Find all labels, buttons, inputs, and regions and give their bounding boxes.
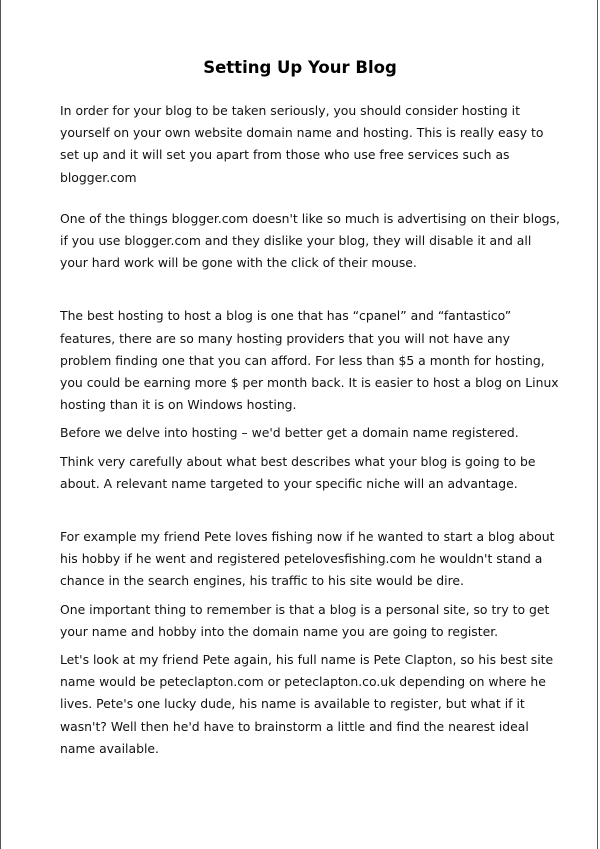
paragraph-self-hosting: In order for your blog to be taken seriously, you should consider hosting it yourself on your own website domain name and hosting. This is really easy to set up and it will set you apart from those who use free services such as blogger.com bbox=[60, 103, 544, 185]
document-body bbox=[60, 100, 560, 760]
paragraph-best-hosting: The best hosting to host a blog is one that has “cpanel” and “fantastico” features, there are so many hosting providers that you will not have any problem finding one that you can afford. For less than $5 a month for hosting, you could be earning more $ per month back. It is easier to host a blog on Linux hosting than it is on Windows hosting. bbox=[60, 308, 559, 413]
page-title: Setting Up Your Blog bbox=[203, 58, 397, 77]
paragraph-example-pete: For example my friend Pete loves fishing now if he wanted to start a blog about his hobby if he went and registered petelovesfishing.com he wouldn't stand a chance in the search engines, his traffic to his site would be dire. bbox=[60, 529, 555, 589]
paragraph-pete-clapton: Let's look at my friend Pete again, his full name is Pete Clapton, so his best site name would be peteclapton.com or peteclapton.co.uk depending on where he lives. Pete's one lucky dude, his name is available to register, but what if it wasn't? Well then he'd have to brainstorm a little and find the nearest ideal name available. bbox=[60, 652, 554, 756]
paragraph-personal-site: One important thing to remember is that a blog is a personal site, so try to get your name and hobby into the domain name you are going to register. bbox=[60, 601, 550, 639]
paragraph-domain-name: Before we delve into hosting – we'd better get a domain name registered. bbox=[60, 425, 519, 441]
paragraph-think-carefully: Think very carefully about what best describes what your blog is going to be about. A relevant name targeted to your specific niche will an advantage. bbox=[60, 453, 536, 491]
paragraph-blogger-advertising: One of the things blogger.com doesn't like so much is advertising on their blogs, if you use blogger.com and they dislike your blog, they will disable it and all your hard work will be gone with the click of their mouse. bbox=[60, 210, 560, 271]
